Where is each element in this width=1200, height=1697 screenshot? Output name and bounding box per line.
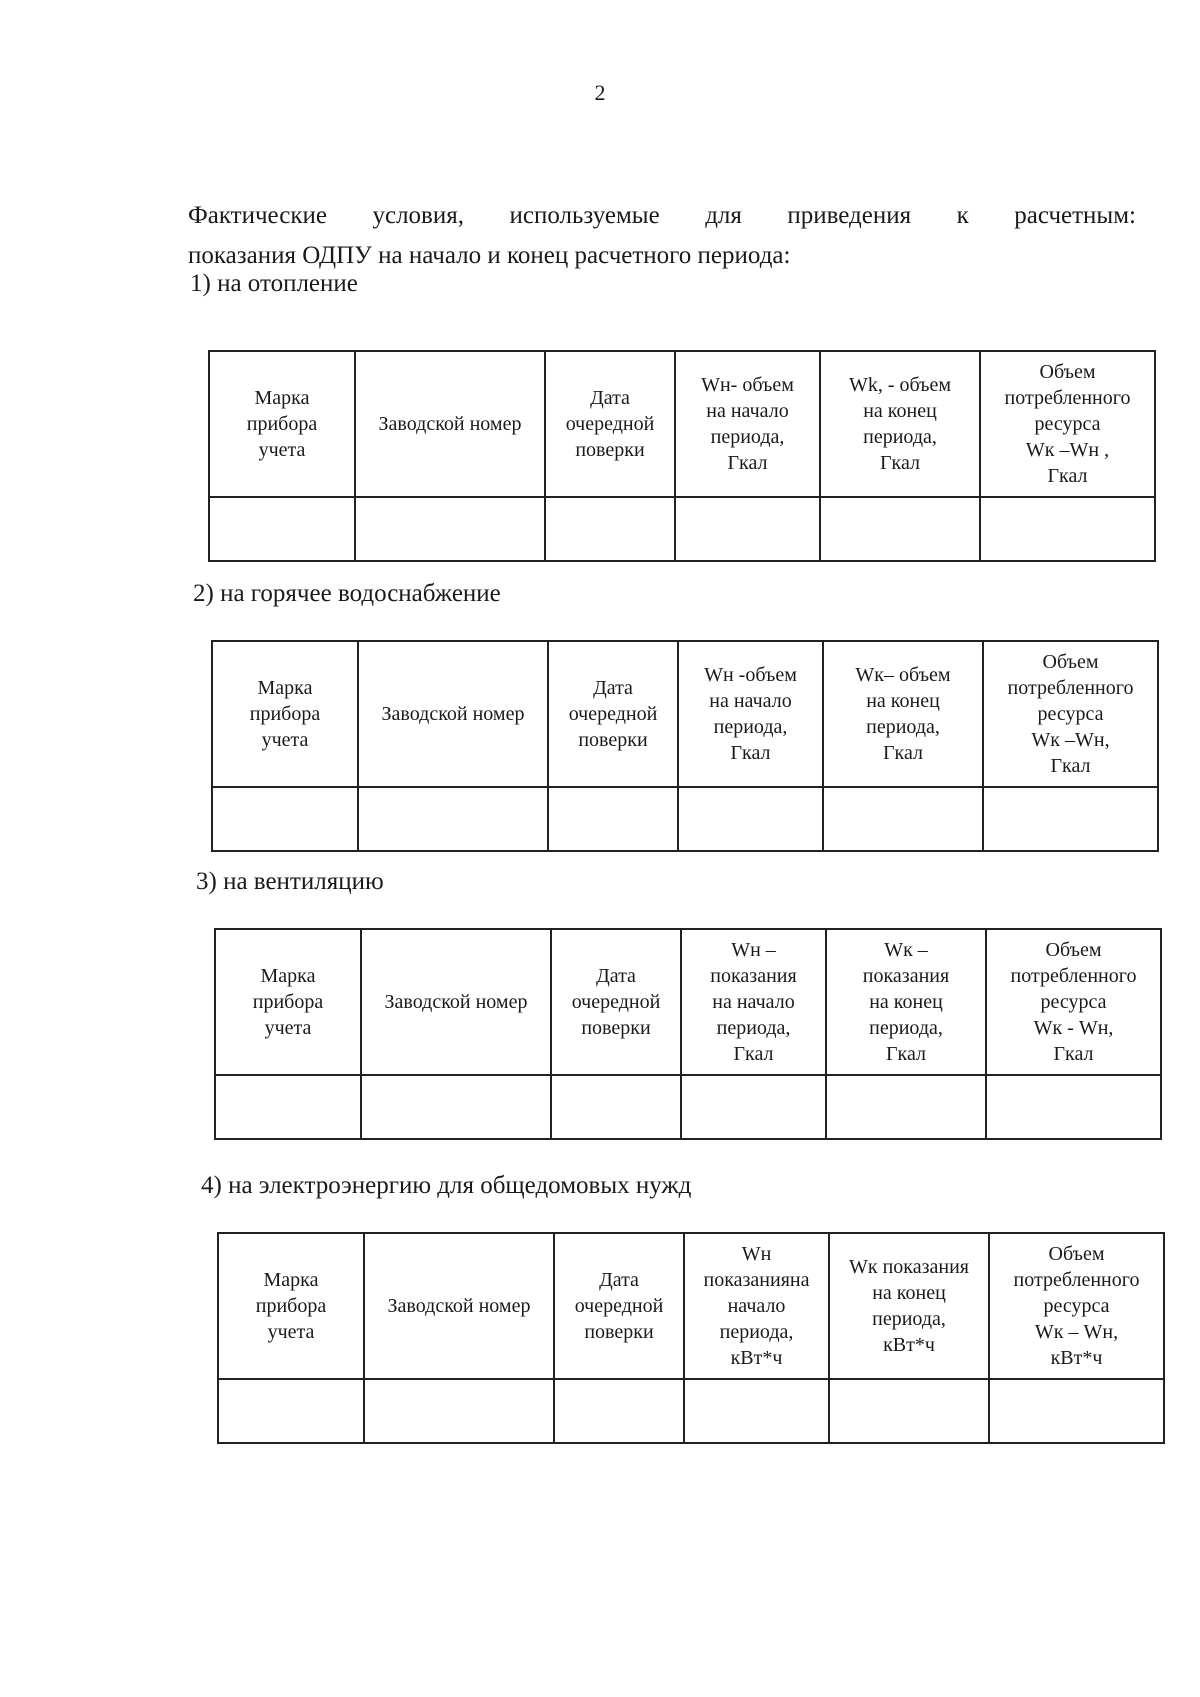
- header-line: Wн- объем: [701, 374, 794, 396]
- intro-word: к: [956, 202, 969, 229]
- section-heading: 3) на вентиляцию: [196, 868, 384, 895]
- empty-cell-serial-number[interactable]: [364, 1379, 554, 1443]
- header-line: поверки: [581, 1017, 651, 1039]
- intro-word: условия,: [372, 202, 464, 229]
- header-line: Wн: [741, 1243, 772, 1265]
- header-line: Wк - Wн,: [1033, 1017, 1114, 1039]
- table-header-row: [215, 929, 1161, 1075]
- header-line: кВт*ч: [883, 1334, 935, 1356]
- header-line: потребленного: [1010, 965, 1137, 987]
- header-line: Гкал: [1047, 465, 1088, 487]
- header-line: кВт*ч: [1050, 1347, 1103, 1369]
- header-line: Wk, - объем: [848, 374, 952, 396]
- header-line: Марка: [260, 965, 316, 987]
- header-line: Марка: [254, 387, 310, 409]
- table-row: [209, 497, 1155, 561]
- header-line: показания: [862, 965, 950, 987]
- header-meter-brand: [215, 929, 361, 1075]
- header-line: кВт*ч: [730, 1347, 783, 1369]
- empty-cell-end-reading[interactable]: [820, 497, 980, 561]
- header-serial-number: [364, 1233, 554, 1379]
- page-number: 2: [594, 80, 606, 105]
- section-heading: 2) на горячее водоснабжение: [193, 580, 501, 607]
- header-line: очередной: [568, 703, 658, 725]
- empty-cell-meter-brand[interactable]: [209, 497, 355, 561]
- empty-cell-consumed-volume[interactable]: [986, 1075, 1161, 1139]
- header-line: ресурса: [1040, 991, 1107, 1013]
- header-consumed-volume: [989, 1233, 1164, 1379]
- header-line: на конец: [863, 400, 937, 422]
- header-line: Wк –: [884, 939, 928, 961]
- meter-table: [217, 1232, 1165, 1444]
- empty-cell-end-reading[interactable]: [823, 787, 983, 851]
- table-row: [218, 1379, 1164, 1443]
- header-verification-date: [545, 351, 675, 497]
- table-row: [215, 1075, 1161, 1139]
- intro-word: расчетным:: [1014, 202, 1136, 229]
- meter-table: [214, 928, 1162, 1140]
- header-serial-number: [355, 351, 545, 497]
- header-line: Объем: [1048, 1243, 1105, 1265]
- header-start-reading: [678, 641, 823, 787]
- empty-cell-serial-number[interactable]: [361, 1075, 551, 1139]
- header-line: Wк– объем: [855, 664, 951, 686]
- empty-cell-consumed-volume[interactable]: [989, 1379, 1164, 1443]
- header-line: ресурса: [1034, 413, 1101, 435]
- header-line: потребленного: [1013, 1269, 1140, 1291]
- meter-table: [211, 640, 1159, 852]
- header-line: на начало: [709, 690, 792, 712]
- header-line: Дата: [599, 1269, 639, 1291]
- empty-cell-meter-brand[interactable]: [215, 1075, 361, 1139]
- header-line: на конец: [869, 991, 943, 1013]
- header-line: периода,: [866, 716, 940, 738]
- header-start-reading: [684, 1233, 829, 1379]
- header-line: прибора: [246, 413, 318, 435]
- empty-cell-end-reading[interactable]: [826, 1075, 986, 1139]
- empty-cell-meter-brand[interactable]: [218, 1379, 364, 1443]
- header-verification-date: [548, 641, 678, 787]
- header-line: периода,: [710, 426, 785, 448]
- header-line: очередной: [571, 991, 661, 1013]
- table-header-row: [212, 641, 1158, 787]
- header-line: поверки: [584, 1321, 654, 1343]
- header-line: Wк – Wн,: [1034, 1321, 1119, 1343]
- header-line: начало: [727, 1295, 786, 1317]
- header-meter-brand: [209, 351, 355, 497]
- header-line: Wн –: [731, 939, 776, 961]
- header-line: учета: [258, 439, 306, 461]
- header-consumed-volume: [986, 929, 1161, 1075]
- empty-cell-verification-date[interactable]: [551, 1075, 681, 1139]
- header-line: Дата: [596, 965, 636, 987]
- header-line: Гкал: [1053, 1043, 1094, 1065]
- header-line: на начало: [706, 400, 789, 422]
- header-line: Заводской номер: [381, 703, 525, 725]
- empty-cell-consumed-volume[interactable]: [983, 787, 1158, 851]
- intro-line-2: показания ОДПУ на начало и конец расчетного периода:: [188, 242, 791, 269]
- intro-word: используемые: [509, 202, 660, 229]
- empty-cell-start-reading[interactable]: [684, 1379, 829, 1443]
- section-heading: 4) на электроэнергию для общедомовых нужд: [201, 1172, 692, 1199]
- header-line: показанияна: [703, 1269, 810, 1291]
- header-line: показания: [710, 965, 797, 987]
- header-line: Дата: [590, 387, 630, 409]
- header-line: Гкал: [879, 452, 920, 474]
- header-consumed-volume: [980, 351, 1155, 497]
- section-heading: 1) на отопление: [190, 270, 358, 297]
- header-line: Гкал: [730, 742, 771, 764]
- header-line: Заводской номер: [387, 1295, 531, 1317]
- header-line: периода,: [869, 1017, 943, 1039]
- header-line: прибора: [252, 991, 324, 1013]
- header-end-reading: [829, 1233, 989, 1379]
- table-header-row: [209, 351, 1155, 497]
- header-line: Заводской номер: [384, 991, 528, 1013]
- header-line: Дата: [593, 677, 633, 699]
- header-end-reading: [820, 351, 980, 497]
- header-line: поверки: [578, 729, 648, 751]
- header-line: Марка: [263, 1269, 319, 1291]
- header-line: Гкал: [727, 452, 768, 474]
- header-line: на конец: [866, 690, 940, 712]
- header-line: Wк –Wн,: [1031, 729, 1110, 751]
- header-consumed-volume: [983, 641, 1158, 787]
- empty-cell-verification-date[interactable]: [554, 1379, 684, 1443]
- header-line: поверки: [575, 439, 645, 461]
- header-line: Wн -объем: [704, 664, 797, 686]
- header-line: учета: [264, 1017, 312, 1039]
- header-line: на конец: [872, 1282, 946, 1304]
- empty-cell-verification-date[interactable]: [548, 787, 678, 851]
- header-line: Wк –Wн ,: [1025, 439, 1110, 461]
- header-line: Гкал: [1050, 755, 1091, 777]
- empty-cell-end-reading[interactable]: [829, 1379, 989, 1443]
- header-line: очередной: [565, 413, 655, 435]
- empty-cell-start-reading[interactable]: [681, 1075, 826, 1139]
- intro-line-1: [188, 196, 1136, 236]
- header-line: периода,: [719, 1321, 794, 1343]
- header-line: потребленного: [1007, 677, 1134, 699]
- header-line: Заводской номер: [378, 413, 522, 435]
- header-line: периода,: [716, 1017, 791, 1039]
- header-verification-date: [551, 929, 681, 1075]
- header-line: периода,: [872, 1308, 946, 1330]
- header-line: Гкал: [882, 742, 923, 764]
- intro-word: для: [705, 202, 742, 229]
- header-start-reading: [675, 351, 820, 497]
- header-meter-brand: [212, 641, 358, 787]
- header-line: Объем: [1045, 939, 1102, 961]
- header-line: Объем: [1039, 361, 1096, 383]
- header-line: периода,: [713, 716, 788, 738]
- header-start-reading: [681, 929, 826, 1075]
- intro-word: Фактические: [188, 202, 327, 229]
- header-line: на начало: [712, 991, 795, 1013]
- empty-cell-start-reading[interactable]: [678, 787, 823, 851]
- empty-cell-serial-number[interactable]: [358, 787, 548, 851]
- header-end-reading: [826, 929, 986, 1075]
- header-verification-date: [554, 1233, 684, 1379]
- empty-cell-serial-number[interactable]: [355, 497, 545, 561]
- header-line: ресурса: [1037, 703, 1104, 725]
- header-line: очередной: [574, 1295, 664, 1317]
- intro-paragraph: [188, 196, 1136, 276]
- empty-cell-consumed-volume[interactable]: [980, 497, 1155, 561]
- intro-word: приведения: [787, 202, 912, 229]
- header-line: Wк показания: [849, 1256, 969, 1278]
- header-line: Гкал: [733, 1043, 774, 1065]
- table-header-row: [218, 1233, 1164, 1379]
- header-serial-number: [361, 929, 551, 1075]
- header-line: Марка: [257, 677, 313, 699]
- table-row: [212, 787, 1158, 851]
- header-line: учета: [267, 1321, 315, 1343]
- header-end-reading: [823, 641, 983, 787]
- header-line: учета: [261, 729, 309, 751]
- meter-table: [208, 350, 1156, 562]
- header-line: потребленного: [1004, 387, 1131, 409]
- header-line: прибора: [249, 703, 321, 725]
- header-line: прибора: [255, 1295, 327, 1317]
- header-line: Гкал: [885, 1043, 926, 1065]
- header-line: периода,: [863, 426, 937, 448]
- header-line: Объем: [1042, 651, 1099, 673]
- header-meter-brand: [218, 1233, 364, 1379]
- header-line: ресурса: [1043, 1295, 1110, 1317]
- empty-cell-meter-brand[interactable]: [212, 787, 358, 851]
- empty-cell-start-reading[interactable]: [675, 497, 820, 561]
- empty-cell-verification-date[interactable]: [545, 497, 675, 561]
- header-serial-number: [358, 641, 548, 787]
